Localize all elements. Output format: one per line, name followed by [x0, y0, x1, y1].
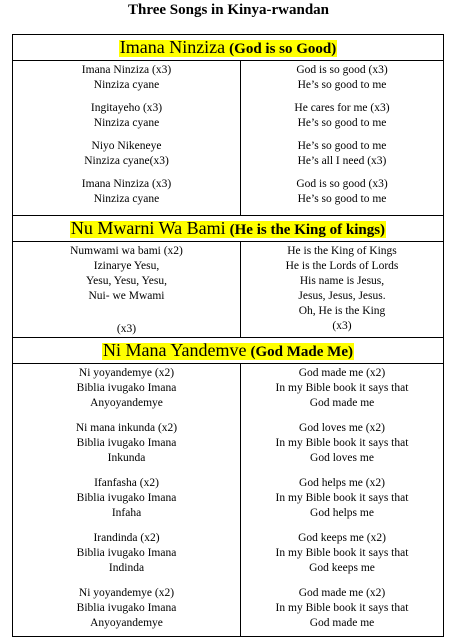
song-title-cell: [13, 216, 444, 242]
document-title: Three Songs in Kinya-rwandan: [127, 2, 330, 18]
lyric-line: He is the King of Kings: [287, 245, 397, 257]
lyric-line: He’s all I need (x3): [297, 155, 387, 167]
lyric-line: God keeps me: [309, 562, 375, 574]
lyric-line: In my Bible book it says that: [275, 492, 409, 504]
song-title: Nu Mwarni Wa Bami: [70, 218, 226, 238]
lyric-line: His name is Jesus,: [299, 275, 385, 287]
lyric-line: God is so good (x3): [296, 64, 388, 76]
lyric-line: God helps me: [310, 507, 374, 519]
lyric-line: He is the Lords of Lords: [285, 260, 399, 272]
lyric-line: God keeps me (x2): [298, 532, 386, 544]
lyric-line: Infaha: [111, 507, 142, 519]
stanza: [13, 586, 240, 631]
lyric-line: God helps me (x2): [299, 477, 385, 489]
lyric-line: Anyoyandemye: [90, 617, 163, 629]
lyric-line: Biblia ivugako Imana: [76, 492, 177, 504]
stanza: [241, 139, 443, 169]
english-lyrics: [241, 364, 444, 637]
english-lyrics: [241, 61, 444, 216]
lyric-line: God is so good (x3): [296, 178, 388, 190]
lyric-line: Ingitayeho (x3): [90, 102, 163, 114]
song-title-cell: [13, 338, 444, 364]
stanza: [13, 177, 240, 207]
lyric-line: In my Bible book it says that: [275, 382, 409, 394]
song-title-translation: (God Made Me): [250, 344, 353, 360]
lyric-line: Anyoyandemye: [90, 397, 163, 409]
repeat-marker: (x3): [116, 323, 137, 335]
lyric-line: Inkunda: [107, 452, 146, 464]
song-title-translation: (God is so Good): [229, 41, 337, 57]
lyric-line: God loves me: [310, 452, 374, 464]
lyric-line: In my Bible book it says that: [275, 547, 409, 559]
lyric-line: Yesu, Yesu, Yesu,: [86, 275, 167, 287]
english-lyrics: [241, 242, 444, 338]
lyric-line: Biblia ivugako Imana: [76, 602, 177, 614]
stanza: [13, 63, 240, 93]
song-title-highlight: [70, 218, 386, 238]
lyric-line: Numwami wa bami (x2): [70, 245, 183, 257]
stanza: [241, 101, 443, 131]
lyric-line: Biblia ivugako Imana: [76, 437, 177, 449]
song-title: Imana Ninziza: [119, 37, 226, 57]
lyric-line: He’s so good to me: [297, 117, 387, 129]
kinyarwanda-lyrics: [13, 242, 241, 338]
stanza: [13, 421, 240, 466]
stanza: [13, 101, 240, 131]
stanza: [241, 476, 443, 521]
lyric-line: Izinarye Yesu,: [93, 260, 160, 272]
lyric-line: Ni yoyandemye (x2): [78, 587, 175, 599]
lyric-line: God made me: [309, 617, 375, 629]
song-header: [13, 338, 444, 364]
song-header: [13, 35, 444, 61]
song-title-highlight: [119, 37, 338, 57]
song-title-highlight: [102, 340, 354, 360]
stanza: [241, 63, 443, 93]
lyric-line: Jesus, Jesus, Jesus.: [298, 290, 386, 302]
lyric-line: He cares for me (x3): [294, 102, 390, 114]
lyric-line: God made me (x2): [298, 587, 386, 599]
lyric-line: Indinda: [108, 562, 145, 574]
lyric-line: He’s so good to me: [297, 140, 387, 152]
song-lyrics-row: [13, 364, 444, 637]
lyric-line: Ninziza cyane: [93, 193, 160, 205]
lyric-line: God made me (x2): [298, 367, 386, 379]
stanza: [13, 139, 240, 169]
song-title: Ni Mana Yandemve: [103, 340, 247, 360]
stanza: [241, 586, 443, 631]
lyric-line: Ninziza cyane: [93, 117, 160, 129]
lyric-line: In my Bible book it says that: [275, 437, 409, 449]
stanza: [241, 177, 443, 207]
kinyarwanda-lyrics: [13, 364, 241, 637]
lyric-line: Ni yoyandemye (x2): [78, 367, 175, 379]
lyric-line: Imana Ninziza (x3): [81, 178, 172, 190]
stanza: [241, 244, 443, 319]
lyric-line: Ifanfasha (x2): [94, 477, 159, 489]
stanza: [241, 421, 443, 466]
lyric-line: In my Bible book it says that: [275, 602, 409, 614]
song-title-cell: [13, 35, 444, 61]
song-lyrics-row: [13, 61, 444, 216]
lyric-line: Ninziza cyane(x3): [84, 155, 169, 167]
stanza: [241, 366, 443, 411]
lyric-line: Ninziza cyane: [93, 79, 160, 91]
stanza: [13, 244, 240, 304]
lyric-line: He’s so good to me: [297, 79, 387, 91]
stanza: [241, 531, 443, 576]
repeat-marker: (x3): [332, 320, 352, 332]
lyric-line: Nui- we Mwami: [88, 290, 165, 302]
lyric-line: Irandinda (x2): [93, 532, 160, 544]
lyric-line: He’s so good to me: [297, 193, 387, 205]
lyric-line: Niyo Nikeneye: [91, 140, 162, 152]
kinyarwanda-lyrics: [13, 61, 241, 216]
lyric-line: Oh, He is the King: [298, 305, 386, 317]
stanza: [13, 366, 240, 411]
lyric-line: Imana Ninziza (x3): [81, 64, 172, 76]
songs-table: [12, 34, 444, 637]
stanza: [13, 531, 240, 576]
lyric-line: God made me: [309, 397, 375, 409]
lyric-line: Biblia ivugako Imana: [76, 382, 177, 394]
lyric-line: Biblia ivugako Imana: [76, 547, 177, 559]
lyric-line: God loves me (x2): [299, 422, 385, 434]
stanza: [13, 476, 240, 521]
lyric-line: Ni mana inkunda (x2): [75, 422, 178, 434]
song-header: [13, 216, 444, 242]
song-lyrics-row: [13, 242, 444, 338]
song-title-translation: (He is the King of kings): [229, 222, 386, 238]
